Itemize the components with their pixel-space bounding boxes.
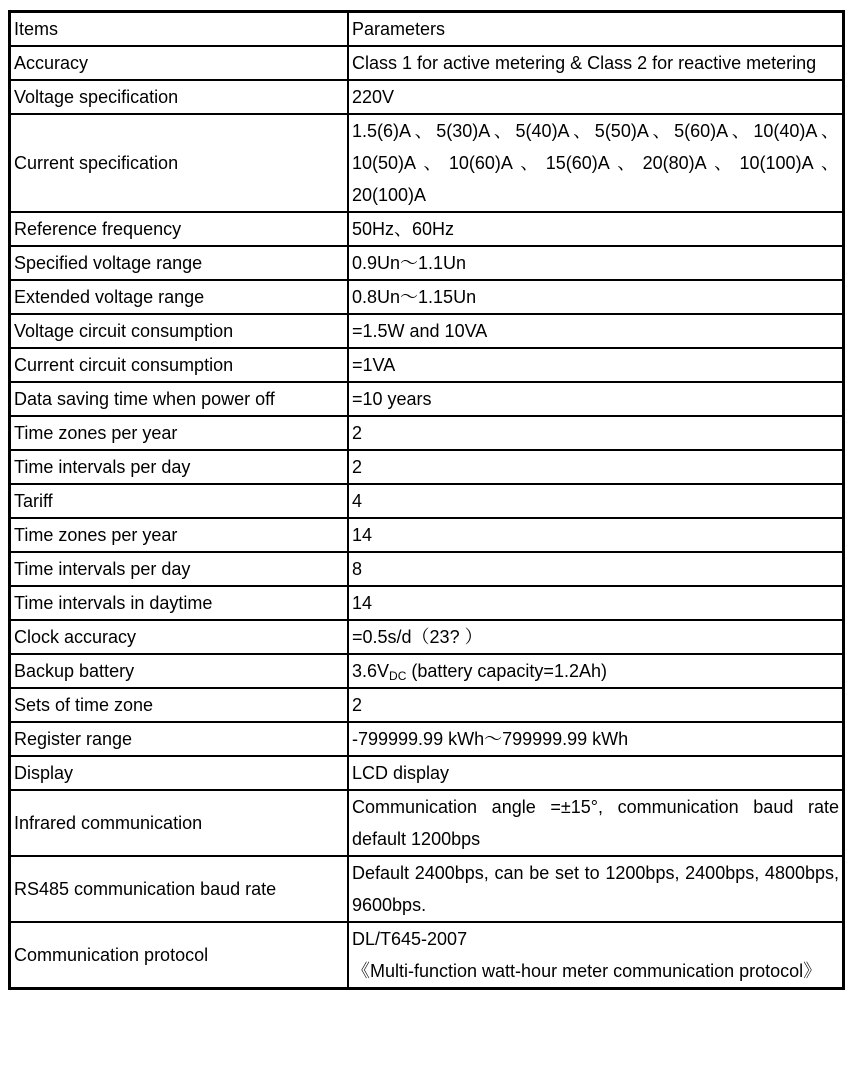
- table-row: [10, 80, 844, 114]
- param-cell: 8: [348, 552, 844, 586]
- table-row: [10, 114, 844, 212]
- table-row: [10, 450, 844, 484]
- table-row: [10, 212, 844, 246]
- param-cell: =1.5W and 10VA: [348, 314, 844, 348]
- item-cell: Voltage specification: [10, 80, 349, 114]
- table-row: [10, 856, 844, 922]
- item-cell: Sets of time zone: [10, 688, 349, 722]
- param-cell: 2: [348, 416, 844, 450]
- table-row: [10, 348, 844, 382]
- table-row: [10, 46, 844, 80]
- item-cell: Reference frequency: [10, 212, 349, 246]
- item-cell: Specified voltage range: [10, 246, 349, 280]
- table-row: [10, 314, 844, 348]
- param-cell: =1VA: [348, 348, 844, 382]
- battery-voltage: 3.6V: [352, 661, 390, 681]
- header-parameters: Parameters: [348, 12, 844, 47]
- table-row: [10, 922, 844, 989]
- table-row: [10, 552, 844, 586]
- param-cell: 0.9Un～1.1Un: [348, 246, 844, 280]
- protocol-name: 《Multi-function watt-hour meter communication protocol》: [352, 961, 822, 981]
- param-cell: 2: [348, 450, 844, 484]
- item-cell: Backup battery: [10, 654, 349, 688]
- battery-voltage-subscript: DC: [389, 669, 407, 683]
- param-cell: Communication angle =±15°, communication baud rate default 1200bps: [348, 790, 844, 856]
- header-items: Items: [10, 12, 349, 47]
- table-row: [10, 620, 844, 654]
- table-row: [10, 722, 844, 756]
- item-cell: Time intervals per day: [10, 450, 349, 484]
- table-row: [10, 382, 844, 416]
- header-row: [10, 12, 844, 47]
- param-cell: Class 1 for active metering & Class 2 for reactive metering: [348, 46, 844, 80]
- item-cell: Time zones per year: [10, 518, 349, 552]
- specifications-table: [8, 10, 845, 990]
- item-cell: Time intervals per day: [10, 552, 349, 586]
- param-cell: 14: [348, 586, 844, 620]
- protocol-standard: DL/T645-2007: [352, 929, 468, 949]
- param-cell: 4: [348, 484, 844, 518]
- item-cell: Clock accuracy: [10, 620, 349, 654]
- param-cell: LCD display: [348, 756, 844, 790]
- table-row: [10, 756, 844, 790]
- table-row: [10, 518, 844, 552]
- item-cell: Time intervals in daytime: [10, 586, 349, 620]
- item-cell: Data saving time when power off: [10, 382, 349, 416]
- item-cell: Accuracy: [10, 46, 349, 80]
- param-cell: 14: [348, 518, 844, 552]
- param-cell: =0.5s/d（23? ）: [348, 620, 844, 654]
- item-cell: RS485 communication baud rate: [10, 856, 349, 922]
- item-cell: Register range: [10, 722, 349, 756]
- item-cell: Voltage circuit consumption: [10, 314, 349, 348]
- table-row: [10, 654, 844, 688]
- param-cell: [348, 922, 844, 989]
- battery-capacity: (battery capacity=1.2Ah): [406, 661, 607, 681]
- table-row: [10, 484, 844, 518]
- item-cell: Infrared communication: [10, 790, 349, 856]
- item-cell: Extended voltage range: [10, 280, 349, 314]
- table-row: [10, 586, 844, 620]
- item-cell: Tariff: [10, 484, 349, 518]
- param-cell: 2: [348, 688, 844, 722]
- param-cell: Default 2400bps, can be set to 1200bps, 2400bps, 4800bps, 9600bps.: [348, 856, 844, 922]
- table-row: [10, 790, 844, 856]
- table-row: [10, 280, 844, 314]
- param-cell: -799999.99 kWh～799999.99 kWh: [348, 722, 844, 756]
- item-cell: Communication protocol: [10, 922, 349, 989]
- param-cell: 220V: [348, 80, 844, 114]
- item-cell: Current circuit consumption: [10, 348, 349, 382]
- param-cell: 1.5(6)A、5(30)A、5(40)A、5(50)A、5(60)A、10(40)A、10(50)A、10(60)A、15(60)A、20(80)A、10(100)A、20(100)A: [348, 114, 844, 212]
- param-cell: [348, 654, 844, 688]
- param-cell: =10 years: [348, 382, 844, 416]
- table-row: [10, 416, 844, 450]
- param-cell: 0.8Un～1.15Un: [348, 280, 844, 314]
- item-cell: Time zones per year: [10, 416, 349, 450]
- table-row: [10, 688, 844, 722]
- item-cell: Current specification: [10, 114, 349, 212]
- table-row: [10, 246, 844, 280]
- param-cell: 50Hz、60Hz: [348, 212, 844, 246]
- item-cell: Display: [10, 756, 349, 790]
